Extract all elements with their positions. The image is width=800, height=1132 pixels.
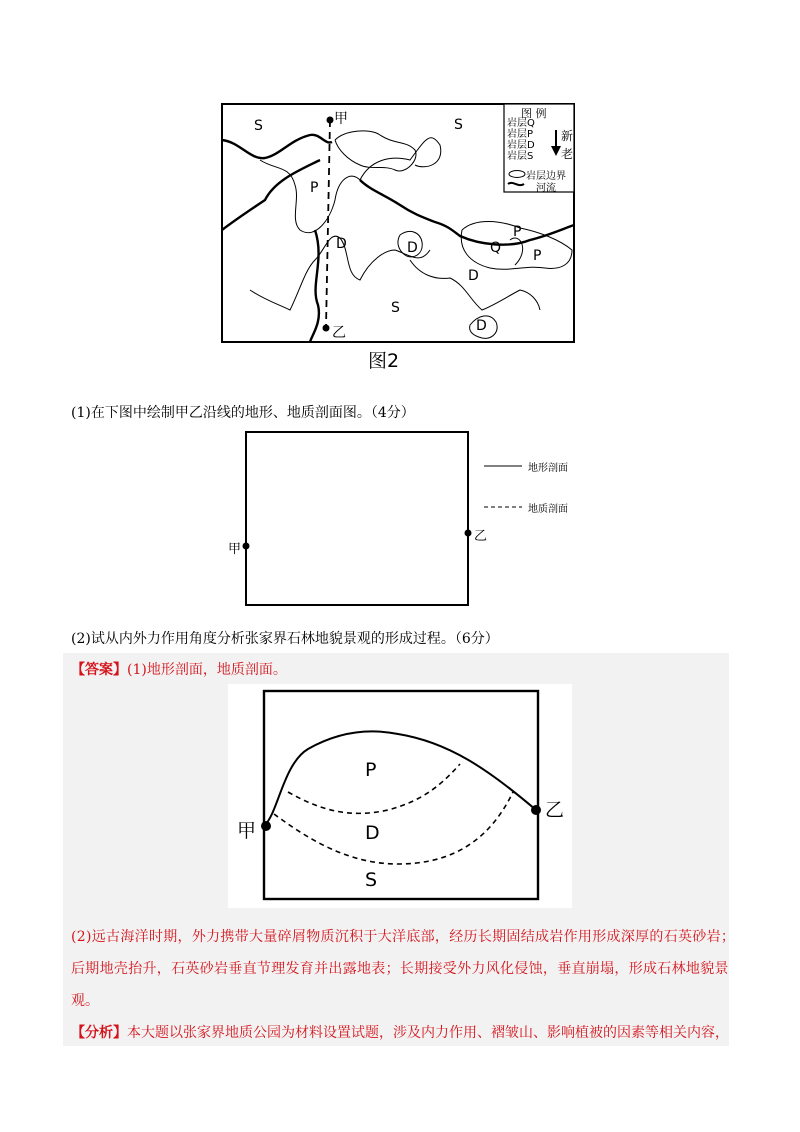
answer-point-yi: 乙 <box>545 799 565 821</box>
map-label-d: D <box>468 268 479 284</box>
blank-point-jia: 甲 <box>228 542 242 557</box>
legend-row: 岩层Q <box>507 118 535 129</box>
answer-point-jia: 甲 <box>237 820 257 842</box>
legend-new: 新 <box>561 129 574 143</box>
answer-part2-line3: 观。 <box>71 993 99 1009</box>
question-2: (2)试从内外力作用角度分析张家界石林地貌景观的形成过程。（6分） <box>71 631 499 647</box>
map-label-p: P <box>310 180 319 196</box>
analysis-tag: 【分析】 <box>71 1025 127 1041</box>
map-label-p: P <box>513 224 522 240</box>
answer-part1 <box>71 659 287 679</box>
legend-row: 岩层D <box>507 140 535 151</box>
answer-layer-d: D <box>365 822 380 844</box>
legend-terrain-label: 地形剖面 <box>528 463 568 474</box>
blank-point-yi: 乙 <box>474 529 488 544</box>
map-point-yi: 乙 <box>332 325 346 341</box>
map-label-d: D <box>476 318 487 334</box>
legend-rows <box>507 118 535 162</box>
legend-old: 老 <box>561 147 574 161</box>
legend-row: 岩层S <box>507 151 534 162</box>
answer-tag: 【答案】 <box>71 662 127 678</box>
answer-profile-diagram <box>228 684 572 908</box>
map-label-d: D <box>336 236 347 252</box>
answer-layer-p: P <box>365 759 377 781</box>
answer-part1-text: (1)地形剖面，地质剖面。 <box>127 662 287 678</box>
analysis-text: 本大题以张家界地质公园为材料设置试题，涉及内力作用、褶皱山、影响植被的因素等相关内容， <box>127 1025 729 1041</box>
answer-part2-line2: 后期地壳抬升，石英砂岩垂直节理发育并出露地表；长期接受外力风化侵蚀，垂直崩塌，形成石林地貌景 <box>71 961 729 977</box>
map-caption: 图2 <box>368 350 400 372</box>
map-label-s: S <box>454 117 463 133</box>
map-label-p: P <box>533 248 542 264</box>
legend-boundary: 岩层边界 <box>526 171 566 182</box>
question-1: (1)在下图中绘制甲乙沿线的地形、地质剖面图。（4分） <box>71 405 415 421</box>
blank-profile-diagram <box>240 428 580 610</box>
analysis-line <box>71 1017 729 1049</box>
map-point-jia: 甲 <box>334 111 348 127</box>
answer-part2-line1: (2)远古海洋时期，外力携带大量碎屑物质沉积于大洋底部，经历长期固结成岩作用形成深厚的石英砂岩； <box>71 929 736 945</box>
map-label-q: Q <box>490 240 502 256</box>
answer-layer-s: S <box>365 869 378 891</box>
legend-row: 岩层P <box>507 129 534 140</box>
legend-river: 河流 <box>536 183 556 194</box>
map-label-d: D <box>407 240 418 256</box>
map-label-s: S <box>391 300 400 316</box>
legend-title: 图 例 <box>521 107 547 120</box>
map-label-s: S <box>254 118 263 134</box>
legend-geology-label: 地质剖面 <box>528 504 568 515</box>
